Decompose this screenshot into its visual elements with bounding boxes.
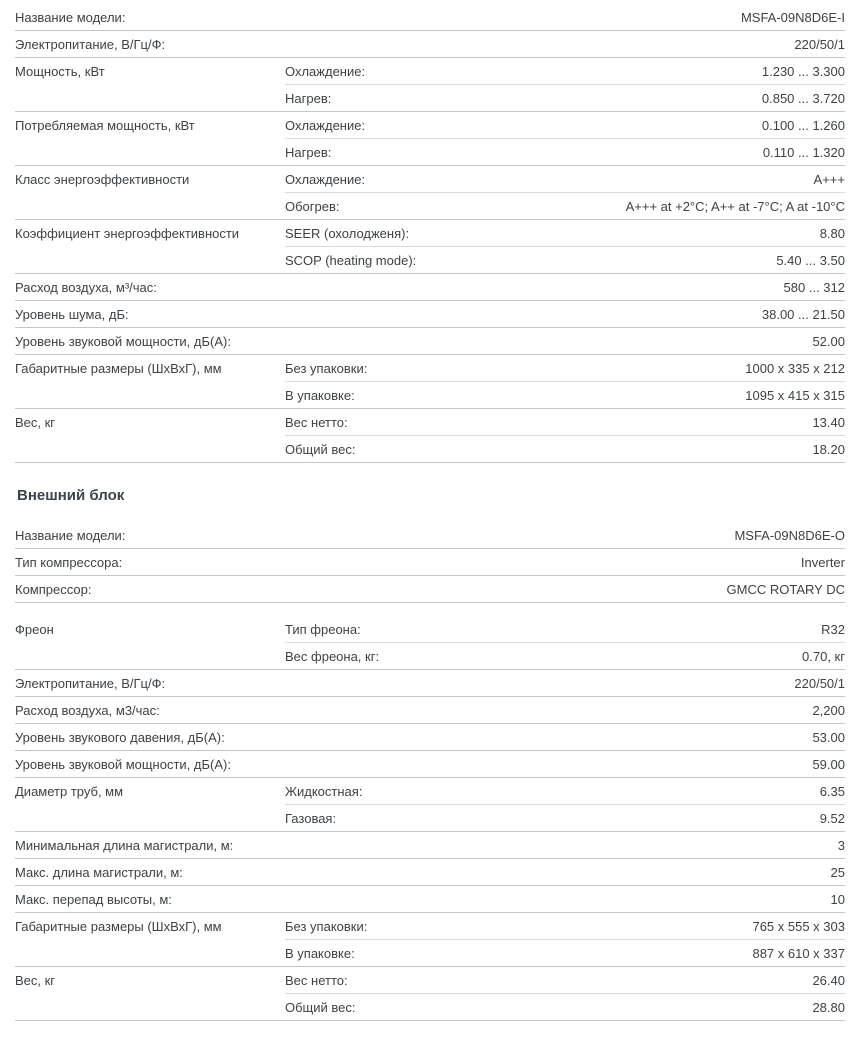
spec-value: GMCC ROTARY DC [726, 581, 845, 597]
spec-group [15, 409, 845, 463]
spec-rows [285, 328, 845, 354]
spec-row [285, 112, 845, 139]
spec-row [285, 355, 845, 382]
spec-value: 59.00 [812, 756, 845, 772]
spec-group [15, 522, 845, 549]
spec-sub-label: В упаковке: [285, 945, 355, 961]
spec-sub-label: Жидкостная: [285, 783, 363, 799]
spec-row [285, 382, 845, 408]
outdoor-unit-table [15, 522, 845, 1021]
spec-row [285, 436, 845, 462]
spec-sub-label: Охлаждение: [285, 171, 366, 187]
spec-row-label: Мощность, кВт [15, 63, 105, 79]
spec-rows [285, 886, 845, 912]
spec-rows [285, 751, 845, 777]
spec-row [285, 751, 845, 777]
spec-group [15, 58, 845, 112]
spec-value: 8.80 [819, 225, 845, 241]
spec-value: A+++ at +2°C; A++ at -7°C; A at -10°C [625, 198, 845, 214]
spec-row [285, 274, 845, 300]
spec-row [285, 913, 845, 940]
spec-row [285, 31, 845, 57]
spec-value: 3 [837, 837, 845, 853]
spec-value: 580 ... 312 [783, 279, 845, 295]
spec-row [285, 616, 845, 643]
spec-rows [285, 697, 845, 723]
spec-rows [285, 31, 845, 57]
spec-group [15, 31, 845, 58]
spec-group [15, 301, 845, 328]
spec-row [285, 697, 845, 723]
spec-value: 1095 x 415 x 315 [745, 387, 845, 403]
spec-group [15, 576, 845, 603]
spec-row [285, 940, 845, 966]
spec-row [285, 139, 845, 165]
spec-value: 18.20 [812, 441, 845, 457]
spec-value: 765 x 555 x 303 [752, 918, 845, 934]
spec-value: MSFA-09N8D6E-I [740, 9, 845, 25]
spec-value: 0.70, кг [802, 648, 845, 664]
spec-rows [285, 301, 845, 327]
spec-row [285, 778, 845, 805]
spec-group [15, 549, 845, 576]
spec-row-label: Расход воздуха, м3/час: [15, 702, 160, 718]
spec-row [285, 220, 845, 247]
spec-sub-label: Охлаждение: [285, 117, 366, 133]
spec-rows [285, 355, 845, 408]
spec-group [15, 328, 845, 355]
indoor-unit-table [15, 4, 845, 463]
spec-value: 220/50/1 [794, 675, 845, 691]
spec-group [15, 274, 845, 301]
spec-rows [285, 220, 845, 273]
spec-row-label: Потребляемая мощность, кВт [15, 117, 195, 133]
spec-rows [285, 859, 845, 885]
spec-row [285, 724, 845, 750]
spec-sub-label: Тип фреона: [285, 621, 361, 637]
spec-sub-label: Вес нетто: [285, 414, 348, 430]
spec-sub-label: Вес фреона, кг: [285, 648, 380, 664]
spec-value: 13.40 [812, 414, 845, 430]
spec-sub-label: Нагрев: [285, 144, 332, 160]
spec-group [15, 967, 845, 1021]
spec-row [285, 670, 845, 696]
spec-value: 1.230 ... 3.300 [761, 63, 845, 79]
spec-row-label: Фреон [15, 621, 54, 637]
spec-row-label: Минимальная длина магистрали, м: [15, 837, 234, 853]
spec-row [285, 859, 845, 885]
spec-row [285, 967, 845, 994]
spec-value: 0.110 ... 1.320 [762, 144, 845, 160]
spec-sub-label: Общий вес: [285, 999, 356, 1015]
spec-rows [285, 832, 845, 858]
spec-row-label: Коэффициент энергоэффективности [15, 225, 240, 241]
spec-row-label: Тип компрессора: [15, 554, 123, 570]
spec-value: 28.80 [812, 999, 845, 1015]
spec-row-label: Диаметр труб, мм [15, 783, 124, 799]
spec-row [285, 886, 845, 912]
spec-value: Inverter [800, 554, 845, 570]
spec-row-label: Габаритные размеры (ШхВхГ), мм [15, 360, 222, 376]
spec-row-label: Уровень звукового давения, дБ(А): [15, 729, 225, 745]
spec-sub-label: В упаковке: [285, 387, 355, 403]
spec-sub-label: Охлаждение: [285, 63, 366, 79]
spec-value: 38.00 ... 21.50 [761, 306, 845, 322]
spec-value: 1000 x 335 x 212 [745, 360, 845, 376]
spec-row-label: Макс. перепад высоты, м: [15, 891, 172, 907]
spec-value: 220/50/1 [794, 36, 845, 52]
spec-row [285, 193, 845, 219]
spec-row [285, 166, 845, 193]
spec-row [285, 85, 845, 111]
spec-sub-label: Вес нетто: [285, 972, 348, 988]
spec-row [285, 805, 845, 831]
spec-group [15, 778, 845, 832]
spec-value: A+++ [813, 171, 845, 187]
spec-row [285, 409, 845, 436]
spec-row-label: Класс энергоэффективности [15, 171, 190, 187]
spec-rows [285, 274, 845, 300]
spec-value: MSFA-09N8D6E-O [734, 527, 845, 543]
spec-group [15, 355, 845, 409]
spec-value: 2,200 [812, 702, 845, 718]
spec-row-label: Название модели: [15, 527, 126, 543]
spec-rows [285, 616, 845, 669]
spec-row [285, 832, 845, 858]
spec-row-label: Уровень звуковой мощности, дБ(А): [15, 333, 231, 349]
spec-group [15, 670, 845, 697]
spec-rows [285, 724, 845, 750]
spec-group [15, 859, 845, 886]
spec-rows [285, 576, 845, 602]
spec-row [285, 994, 845, 1020]
spec-row-label: Вес, кг [15, 972, 56, 988]
spec-row [285, 301, 845, 327]
spec-sub-label: Без упаковки: [285, 360, 368, 376]
spec-rows [285, 778, 845, 831]
spec-sub-label: SCOP (heating mode): [285, 252, 417, 268]
spec-group [15, 724, 845, 751]
spec-value: 0.850 ... 3.720 [761, 90, 845, 106]
outdoor-unit-heading: Внешний блок [17, 487, 125, 504]
spec-rows [285, 409, 845, 462]
spec-row [285, 247, 845, 273]
spec-row [285, 58, 845, 85]
spec-row-label: Макс. длина магистрали, м: [15, 864, 183, 880]
spec-sub-label: Обогрев: [285, 198, 340, 214]
spec-group [15, 751, 845, 778]
spec-rows [285, 670, 845, 696]
spec-value: 6.35 [819, 783, 845, 799]
spec-row [285, 522, 845, 548]
spec-row [285, 576, 845, 602]
spec-sub-label: Нагрев: [285, 90, 332, 106]
spec-rows [285, 166, 845, 219]
spec-rows [285, 522, 845, 548]
spec-value: 887 x 610 x 337 [752, 945, 845, 961]
spec-group [15, 112, 845, 166]
spec-row-label: Название модели: [15, 9, 126, 25]
spec-value: 5.40 ... 3.50 [776, 252, 845, 268]
spec-row [285, 643, 845, 669]
spec-row-label: Уровень шума, дБ: [15, 306, 129, 322]
spec-row-label: Уровень звуковой мощности, дБ(А): [15, 756, 231, 772]
spec-value: 0.100 ... 1.260 [761, 117, 845, 133]
spec-value: 53.00 [812, 729, 845, 745]
spec-row-label: Компрессор: [15, 581, 92, 597]
spec-group [15, 832, 845, 859]
spec-rows [285, 58, 845, 111]
spec-row [285, 549, 845, 575]
spec-group [15, 4, 845, 31]
spec-value: 26.40 [812, 972, 845, 988]
spec-group [15, 616, 845, 670]
spec-sub-label: SEER (охолодженя): [285, 225, 410, 241]
spec-group [15, 886, 845, 913]
spec-value: 10 [830, 891, 845, 907]
spec-value: 25 [830, 864, 845, 880]
spec-row-label: Габаритные размеры (ШхВхГ), мм [15, 918, 222, 934]
spec-group [15, 697, 845, 724]
spec-sub-label: Газовая: [285, 810, 337, 826]
spec-rows [285, 967, 845, 1020]
spec-rows [285, 549, 845, 575]
spec-sub-label: Без упаковки: [285, 918, 368, 934]
spec-row-label: Электропитание, В/Гц/Ф: [15, 675, 166, 691]
spec-group [15, 913, 845, 967]
spec-value: R32 [821, 621, 845, 637]
spec-value: 52.00 [812, 333, 845, 349]
spec-row-label: Электропитание, В/Гц/Ф: [15, 36, 166, 52]
spec-group [15, 220, 845, 274]
spec-value: 9.52 [819, 810, 845, 826]
spec-rows [285, 4, 845, 30]
spec-rows [285, 913, 845, 966]
spec-row-label: Расход воздуха, м³/час: [15, 279, 157, 295]
spec-row [285, 328, 845, 354]
spec-row [285, 4, 845, 30]
spec-rows [285, 112, 845, 165]
spec-row-label: Вес, кг [15, 414, 56, 430]
spec-group [15, 166, 845, 220]
spec-sub-label: Общий вес: [285, 441, 356, 457]
